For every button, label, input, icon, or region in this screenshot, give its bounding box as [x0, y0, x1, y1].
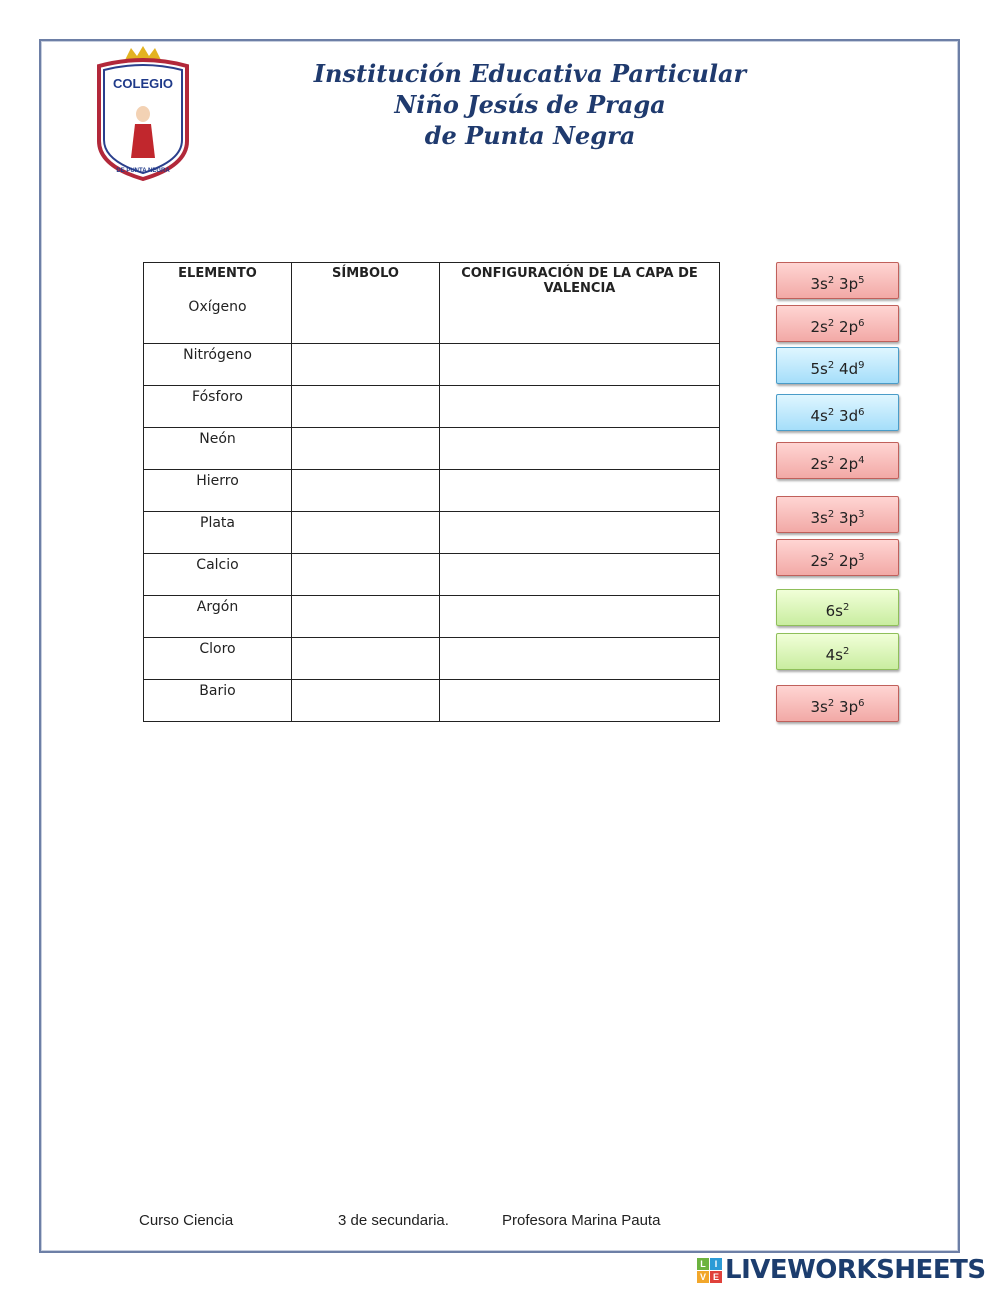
- option-subshell: 4d: [839, 360, 859, 378]
- draggable-configuration-option[interactable]: [776, 496, 899, 533]
- draggable-configuration-option[interactable]: [776, 262, 899, 299]
- option-exponent: 2: [827, 698, 835, 709]
- option-exponent: 2: [827, 407, 835, 418]
- option-exponent: 6: [858, 318, 865, 329]
- row-element-name: Calcio: [144, 554, 292, 596]
- configuration-drop-cell[interactable]: [440, 428, 720, 470]
- option-subshell: 2p: [839, 552, 859, 570]
- table-row: [144, 344, 720, 386]
- brand-letter: E: [710, 1271, 722, 1283]
- table-row: [144, 386, 720, 428]
- option-subshell: 2p: [839, 455, 859, 473]
- symbol-drop-cell[interactable]: [292, 680, 440, 722]
- option-subshell: 3s: [810, 698, 828, 716]
- option-subshell: 2s: [810, 455, 828, 473]
- symbol-drop-cell[interactable]: [292, 596, 440, 638]
- draggable-configuration-option[interactable]: [776, 394, 899, 431]
- title-line: Niño Jesús de Praga: [394, 90, 666, 119]
- option-exponent: 2: [827, 455, 835, 466]
- option-exponent: 9: [858, 360, 865, 371]
- option-exponent: 3: [858, 552, 865, 563]
- symbol-drop-cell[interactable]: [292, 512, 440, 554]
- option-exponent: 2: [827, 318, 835, 329]
- draggable-configuration-option[interactable]: [776, 305, 899, 342]
- row-element-name: Nitrógeno: [144, 344, 292, 386]
- svg-text:COLEGIO: COLEGIO: [113, 76, 173, 91]
- row-element-name: Cloro: [144, 638, 292, 680]
- option-subshell: 4s: [825, 646, 843, 664]
- row-element-name: Hierro: [144, 470, 292, 512]
- option-subshell: 3p: [839, 275, 859, 293]
- option-exponent: 2: [827, 552, 835, 563]
- configuration-drop-cell[interactable]: [440, 386, 720, 428]
- footer-grade: 3 de secundaria.: [338, 1212, 449, 1229]
- option-subshell: 3p: [839, 698, 859, 716]
- configuration-drop-cell[interactable]: [440, 638, 720, 680]
- brand-letter: L: [697, 1258, 709, 1270]
- brand-name: LIVEWORKSHEETS: [725, 1255, 986, 1285]
- row-element-name: Oxígeno: [188, 299, 247, 315]
- option-subshell: 6s: [825, 602, 843, 620]
- option-exponent: 2: [842, 602, 850, 613]
- header-element: [144, 263, 292, 344]
- configuration-drop-cell[interactable]: [440, 554, 720, 596]
- option-exponent: 6: [858, 698, 865, 709]
- title-line: Institución Educativa Particular: [313, 59, 747, 88]
- institution-title: [300, 58, 760, 151]
- row-element-name: Plata: [144, 512, 292, 554]
- header-symbol[interactable]: SÍMBOLO: [292, 263, 440, 344]
- table-row: [144, 680, 720, 722]
- liveworksheets-brand: [697, 1255, 986, 1285]
- option-subshell: 2s: [810, 552, 828, 570]
- table-row: [144, 554, 720, 596]
- row-element-name: Fósforo: [144, 386, 292, 428]
- table-row: [144, 638, 720, 680]
- elements-table: [143, 262, 720, 722]
- option-subshell: 5s: [810, 360, 828, 378]
- table-header-row: [144, 263, 720, 344]
- symbol-drop-cell[interactable]: [292, 428, 440, 470]
- brand-letter: I: [710, 1258, 722, 1270]
- draggable-configuration-option[interactable]: [776, 442, 899, 479]
- symbol-drop-cell[interactable]: [292, 344, 440, 386]
- brand-letter: V: [697, 1271, 709, 1283]
- school-logo: [95, 46, 191, 181]
- symbol-drop-cell[interactable]: [292, 470, 440, 512]
- option-exponent: 5: [858, 275, 865, 286]
- option-subshell: 2s: [810, 318, 828, 336]
- svg-text:DE PUNTA NEGRA: DE PUNTA NEGRA: [116, 168, 170, 174]
- option-subshell: 3d: [839, 407, 859, 425]
- draggable-configuration-option[interactable]: [776, 347, 899, 384]
- table-row: [144, 470, 720, 512]
- symbol-drop-cell[interactable]: [292, 638, 440, 680]
- draggable-configuration-option[interactable]: [776, 589, 899, 626]
- row-element-name: Argón: [144, 596, 292, 638]
- option-subshell: 4s: [810, 407, 828, 425]
- brand-icon: [697, 1258, 722, 1283]
- option-exponent: 2: [827, 360, 835, 371]
- footer-course: Curso Ciencia: [139, 1212, 234, 1229]
- configuration-drop-cell[interactable]: [440, 596, 720, 638]
- footer-teacher: Profesora Marina Pauta: [502, 1212, 661, 1229]
- table-row: [144, 428, 720, 470]
- header-label: ELEMENTO: [178, 266, 257, 281]
- option-exponent: 4: [858, 455, 865, 466]
- table-row: [144, 512, 720, 554]
- option-exponent: 6: [858, 407, 865, 418]
- configuration-drop-cell[interactable]: [440, 344, 720, 386]
- draggable-configuration-option[interactable]: [776, 633, 899, 670]
- option-exponent: 2: [827, 275, 835, 286]
- option-exponent: 2: [827, 509, 835, 520]
- table-row: [144, 596, 720, 638]
- symbol-drop-cell[interactable]: [292, 554, 440, 596]
- option-exponent: 3: [858, 509, 865, 520]
- configuration-drop-cell[interactable]: [440, 512, 720, 554]
- option-subshell: 3p: [839, 509, 859, 527]
- option-subshell: 3s: [810, 509, 828, 527]
- configuration-drop-cell[interactable]: [440, 680, 720, 722]
- option-subshell: 2p: [839, 318, 859, 336]
- title-line: de Punta Negra: [424, 121, 636, 150]
- row-element-name: Bario: [144, 680, 292, 722]
- header-configuration[interactable]: CONFIGURACIÓN DE LA CAPA DE VALENCIA: [440, 263, 720, 344]
- option-subshell: 3s: [810, 275, 828, 293]
- row-element-name: Neón: [144, 428, 292, 470]
- configuration-drop-cell[interactable]: [440, 470, 720, 512]
- option-exponent: 2: [842, 646, 850, 657]
- draggable-configuration-option[interactable]: [776, 685, 899, 722]
- symbol-drop-cell[interactable]: [292, 386, 440, 428]
- draggable-configuration-option[interactable]: [776, 539, 899, 576]
